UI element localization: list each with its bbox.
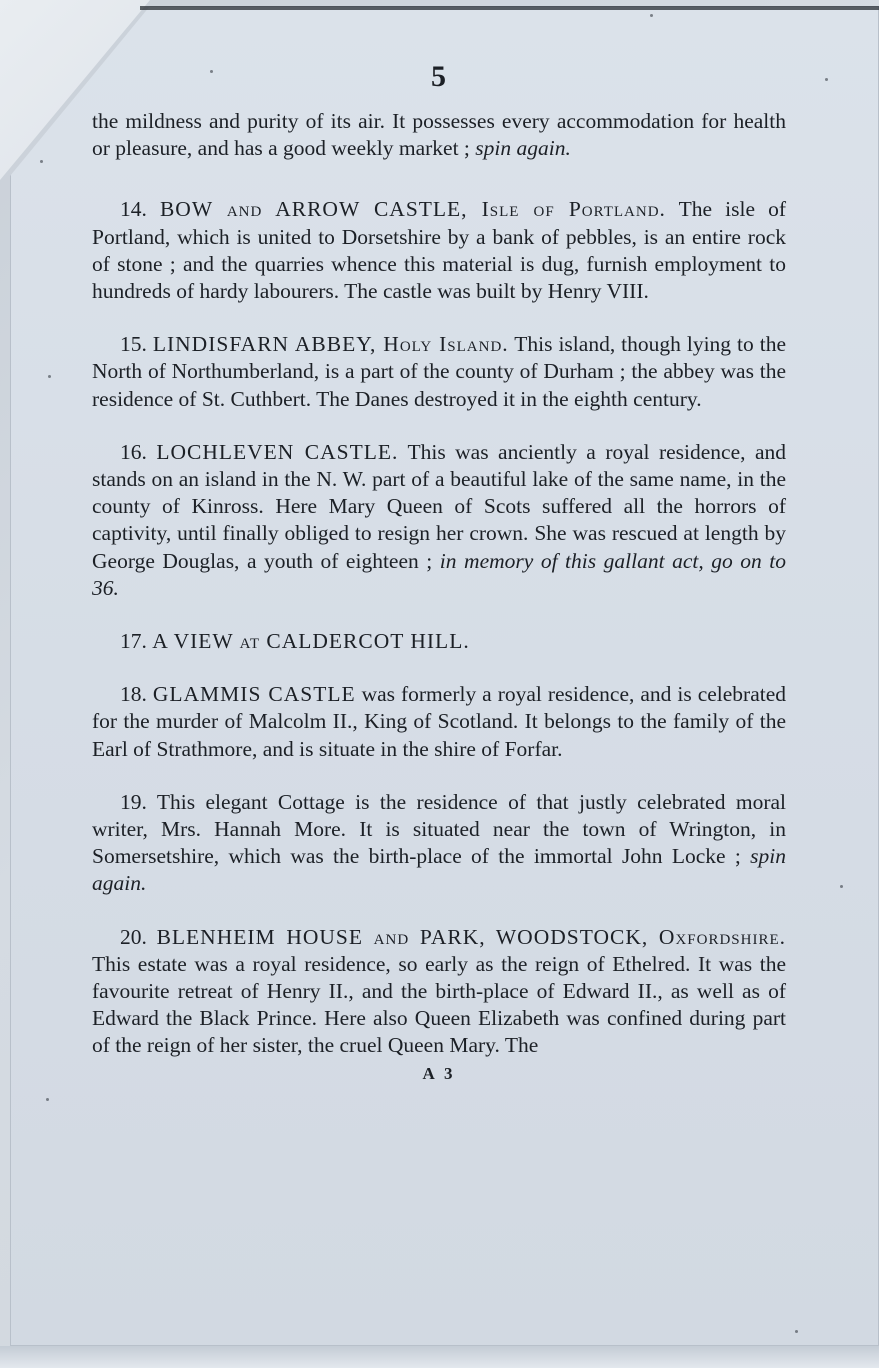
page-top-edge [140,6,879,10]
entry-19 [92,789,786,898]
entry-14 [92,196,786,305]
print-speck [650,14,653,17]
print-speck [46,1098,49,1101]
entry-instruction: in memory of this gallant act, go on to 36. [92,548,786,600]
entry-number: 18. [120,682,147,707]
entry-18 [92,681,786,763]
page-text [92,60,786,1084]
print-speck [40,160,43,163]
signature-mark: A 3 [422,1063,456,1083]
print-speck [48,375,51,378]
entry-text: was formerly a royal residence, and is celebrated for the murder of Malcolm II., King of Scotland. It belongs to the family of the Earl of Strathmore, and is situate in the shire of Forfar. [92,682,787,761]
page-number: 5 [431,60,447,93]
entry-heading: LINDISFARN ABBEY, Holy Island. [152,332,509,357]
entry-number: 19. [120,789,147,814]
entry-text: This island, though lying to the North of Northumberland, is a part of the county of Durham ; the abbey was the residence of St. Cuthbert. The Danes destroyed it in the eighth century. [92,332,786,411]
print-speck [825,78,828,81]
entry-text: This was anciently a royal residence, and stands on an island in the N. W. part of a beautiful lake of the same name, in the county of Kinross. Here Mary Queen of Scots suffered all the horrors of captivity, until finally obliged to resign her crown. She was rescued at length by George Douglas, a youth of eighteen ; [92,439,787,573]
entry-20 [92,924,786,1060]
entry-instruction: spin again. [92,844,787,896]
entry-number: 14. [120,197,147,222]
entry-text: This elegant Cottage is the residence of that justly celebrated moral writer, Mrs. Hannah More. It is situated near the town of Wrington, in Somersetshire, which was the birth-place of the immortal John Locke ; [92,789,786,869]
entry-instruction: spin again. [475,136,571,161]
page-bottom-edge [0,1346,879,1368]
entry-17 [92,628,786,655]
entry-continuation [92,108,786,162]
entry-15 [92,331,786,413]
entry-number: 20. [120,924,147,949]
entry-text: the mildness and purity of its air. It possesses every accommodation for health or pleasure, and has a good weekly market ; [92,109,786,161]
entry-text: The isle of Portland, which is united to Dorsetshire by a bank of pebbles, is an entire rock of stone ; and the quarries whence this material is dug, furnish employment to hundreds of hardy labourers. The castle was built by Henry VIII. [92,197,786,304]
entry-heading: GLAMMIS CASTLE [152,682,356,707]
print-speck [795,1330,798,1333]
entry-heading: BLENHEIM HOUSE and PARK, WOODSTOCK, Oxfordshire. [156,924,787,949]
entry-number: 16. [120,439,147,464]
print-speck [840,885,843,888]
entry-number: 15. [120,332,147,357]
entry-heading: BOW and ARROW CASTLE, Isle of Portland. [159,197,666,222]
entry-number: 17. [120,629,147,654]
entry-heading: A VIEW at CALDERCOT HILL. [152,629,470,654]
entry-16 [92,439,786,602]
entry-text: This estate was a royal residence, so early as the reign of Ethelred. It was the favourite retreat of Henry II., and the birth-place of Edward II., as well as of Edward the Black Prince. Here also Queen Elizabeth was confined during part of the reign of her sister, the cruel Queen Mary. The [92,951,786,1058]
entry-heading: LOCHLEVEN CASTLE. [156,439,399,464]
